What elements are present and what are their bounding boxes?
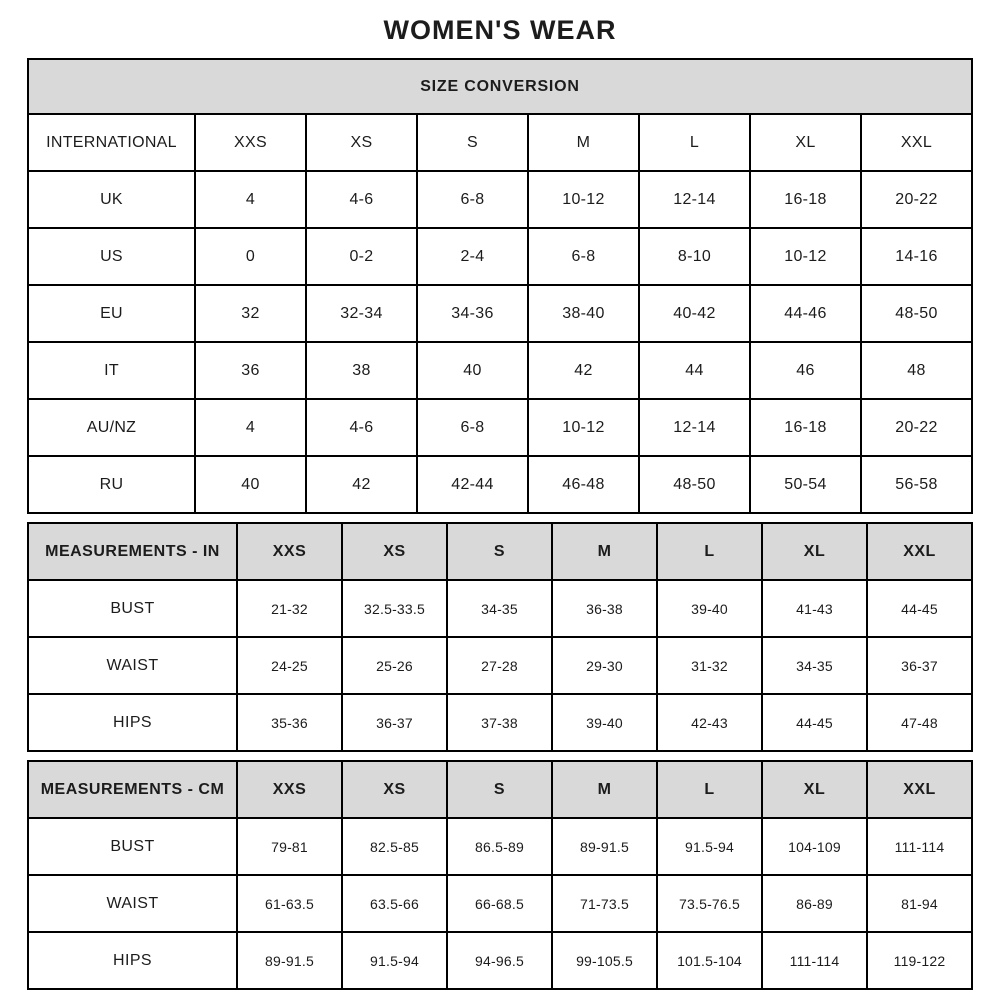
measurement-cell: 94-96.5 — [447, 932, 552, 989]
size-conversion-header-row — [28, 114, 972, 171]
size-cell: 48 — [861, 342, 972, 399]
size-cell: 48-50 — [639, 456, 750, 513]
measurement-cell: 24-25 — [237, 637, 342, 694]
measurement-cell: 35-36 — [237, 694, 342, 751]
size-cell: 42 — [528, 342, 639, 399]
size-cell: 4-6 — [306, 399, 417, 456]
row-label: BUST — [28, 818, 237, 875]
column-header-xxs: XXS — [237, 761, 342, 818]
table-row-eu — [28, 285, 972, 342]
size-cell: 6-8 — [528, 228, 639, 285]
measurement-cell: 111-114 — [762, 932, 867, 989]
column-header-xs: XS — [342, 761, 447, 818]
measurement-cell: 42-43 — [657, 694, 762, 751]
table-row-ru — [28, 456, 972, 513]
column-header-m: M — [528, 114, 639, 171]
column-header-s: S — [447, 523, 552, 580]
column-header-xxs: XXS — [237, 523, 342, 580]
row-label: AU/NZ — [28, 399, 195, 456]
measurement-cell: 31-32 — [657, 637, 762, 694]
column-header-xl: XL — [762, 523, 867, 580]
measurement-cell: 25-26 — [342, 637, 447, 694]
size-conversion-title: SIZE CONVERSION — [28, 59, 972, 114]
row-label: IT — [28, 342, 195, 399]
measurement-cell: 29-30 — [552, 637, 657, 694]
table-row-bust-in — [28, 580, 972, 637]
size-conversion-table — [27, 58, 973, 514]
measurement-cell: 89-91.5 — [552, 818, 657, 875]
row-label: RU — [28, 456, 195, 513]
row-label: HIPS — [28, 932, 237, 989]
size-conversion-banner-row — [28, 59, 972, 114]
measurement-cell: 71-73.5 — [552, 875, 657, 932]
table-row-waist-in — [28, 637, 972, 694]
measurement-cell: 81-94 — [867, 875, 972, 932]
column-header-s: S — [417, 114, 528, 171]
table-row-bust-cm — [28, 818, 972, 875]
measurement-cell: 91.5-94 — [657, 818, 762, 875]
size-cell: 12-14 — [639, 399, 750, 456]
size-cell: 38-40 — [528, 285, 639, 342]
measurements-cm-title: MEASUREMENTS - CM — [28, 761, 237, 818]
measurement-cell: 89-91.5 — [237, 932, 342, 989]
table-row-hips-in — [28, 694, 972, 751]
size-cell: 34-36 — [417, 285, 528, 342]
size-cell: 40 — [195, 456, 306, 513]
row-label: HIPS — [28, 694, 237, 751]
size-cell: 46 — [750, 342, 861, 399]
table-row-uk — [28, 171, 972, 228]
measurement-cell: 44-45 — [867, 580, 972, 637]
table-row-waist-cm — [28, 875, 972, 932]
measurements-cm-table — [27, 760, 973, 990]
measurements-in-table — [27, 522, 973, 752]
size-cell: 44-46 — [750, 285, 861, 342]
size-cell: 0 — [195, 228, 306, 285]
column-header-m: M — [552, 523, 657, 580]
size-cell: 10-12 — [528, 171, 639, 228]
measurement-cell: 21-32 — [237, 580, 342, 637]
measurement-cell: 119-122 — [867, 932, 972, 989]
measurement-cell: 41-43 — [762, 580, 867, 637]
size-cell: 10-12 — [750, 228, 861, 285]
size-cell: 20-22 — [861, 399, 972, 456]
measurement-cell: 37-38 — [447, 694, 552, 751]
size-cell: 42-44 — [417, 456, 528, 513]
measurement-cell: 44-45 — [762, 694, 867, 751]
size-cell: 32 — [195, 285, 306, 342]
column-header-xxs: XXS — [195, 114, 306, 171]
size-cell: 12-14 — [639, 171, 750, 228]
measurement-cell: 63.5-66 — [342, 875, 447, 932]
measurement-cell: 79-81 — [237, 818, 342, 875]
measurement-cell: 34-35 — [447, 580, 552, 637]
size-cell: 6-8 — [417, 171, 528, 228]
size-cell: 6-8 — [417, 399, 528, 456]
column-header-xxl: XXL — [861, 114, 972, 171]
column-header-xxl: XXL — [867, 761, 972, 818]
column-header-m: M — [552, 761, 657, 818]
page-title: WOMEN'S WEAR — [383, 15, 617, 45]
measurement-cell: 82.5-85 — [342, 818, 447, 875]
measurements-cm-header-row — [28, 761, 972, 818]
measurement-cell: 32.5-33.5 — [342, 580, 447, 637]
measurement-cell: 47-48 — [867, 694, 972, 751]
measurement-cell: 91.5-94 — [342, 932, 447, 989]
measurement-cell: 86.5-89 — [447, 818, 552, 875]
measurement-cell: 99-105.5 — [552, 932, 657, 989]
measurement-cell: 34-35 — [762, 637, 867, 694]
row-label: EU — [28, 285, 195, 342]
size-cell: 0-2 — [306, 228, 417, 285]
size-cell: 16-18 — [750, 171, 861, 228]
measurement-cell: 36-37 — [342, 694, 447, 751]
size-cell: 4-6 — [306, 171, 417, 228]
size-cell: 42 — [306, 456, 417, 513]
column-header-xs: XS — [306, 114, 417, 171]
row-label: BUST — [28, 580, 237, 637]
column-header-s: S — [447, 761, 552, 818]
table-row-aunz — [28, 399, 972, 456]
table-row-it — [28, 342, 972, 399]
table-row-hips-cm — [28, 932, 972, 989]
size-cell: 8-10 — [639, 228, 750, 285]
measurement-cell: 101.5-104 — [657, 932, 762, 989]
column-header-xs: XS — [342, 523, 447, 580]
measurement-cell: 86-89 — [762, 875, 867, 932]
column-header-xl: XL — [762, 761, 867, 818]
measurement-cell: 36-37 — [867, 637, 972, 694]
size-cell: 56-58 — [861, 456, 972, 513]
column-header-xl: XL — [750, 114, 861, 171]
measurement-cell: 27-28 — [447, 637, 552, 694]
size-cell: 2-4 — [417, 228, 528, 285]
measurements-in-header-row — [28, 523, 972, 580]
row-label: UK — [28, 171, 195, 228]
size-cell: 40 — [417, 342, 528, 399]
size-cell: 10-12 — [528, 399, 639, 456]
size-cell: 38 — [306, 342, 417, 399]
size-cell: 4 — [195, 171, 306, 228]
row-label: WAIST — [28, 875, 237, 932]
measurements-in-title: MEASUREMENTS - IN — [28, 523, 237, 580]
size-cell: 16-18 — [750, 399, 861, 456]
size-cell: 50-54 — [750, 456, 861, 513]
measurement-cell: 111-114 — [867, 818, 972, 875]
measurement-cell: 66-68.5 — [447, 875, 552, 932]
row-label: WAIST — [28, 637, 237, 694]
size-cell: 36 — [195, 342, 306, 399]
measurement-cell: 104-109 — [762, 818, 867, 875]
measurement-cell: 39-40 — [657, 580, 762, 637]
column-header-l: L — [639, 114, 750, 171]
measurement-cell: 36-38 — [552, 580, 657, 637]
column-header-xxl: XXL — [867, 523, 972, 580]
size-cell: 20-22 — [861, 171, 972, 228]
measurement-cell: 73.5-76.5 — [657, 875, 762, 932]
size-cell: 48-50 — [861, 285, 972, 342]
size-cell: 44 — [639, 342, 750, 399]
column-header-l: L — [657, 761, 762, 818]
measurement-cell: 39-40 — [552, 694, 657, 751]
size-cell: 46-48 — [528, 456, 639, 513]
column-header-international: INTERNATIONAL — [28, 114, 195, 171]
table-row-us — [28, 228, 972, 285]
size-cell: 4 — [195, 399, 306, 456]
row-label: US — [28, 228, 195, 285]
measurement-cell: 61-63.5 — [237, 875, 342, 932]
size-cell: 14-16 — [861, 228, 972, 285]
size-cell: 32-34 — [306, 285, 417, 342]
size-cell: 40-42 — [639, 285, 750, 342]
column-header-l: L — [657, 523, 762, 580]
